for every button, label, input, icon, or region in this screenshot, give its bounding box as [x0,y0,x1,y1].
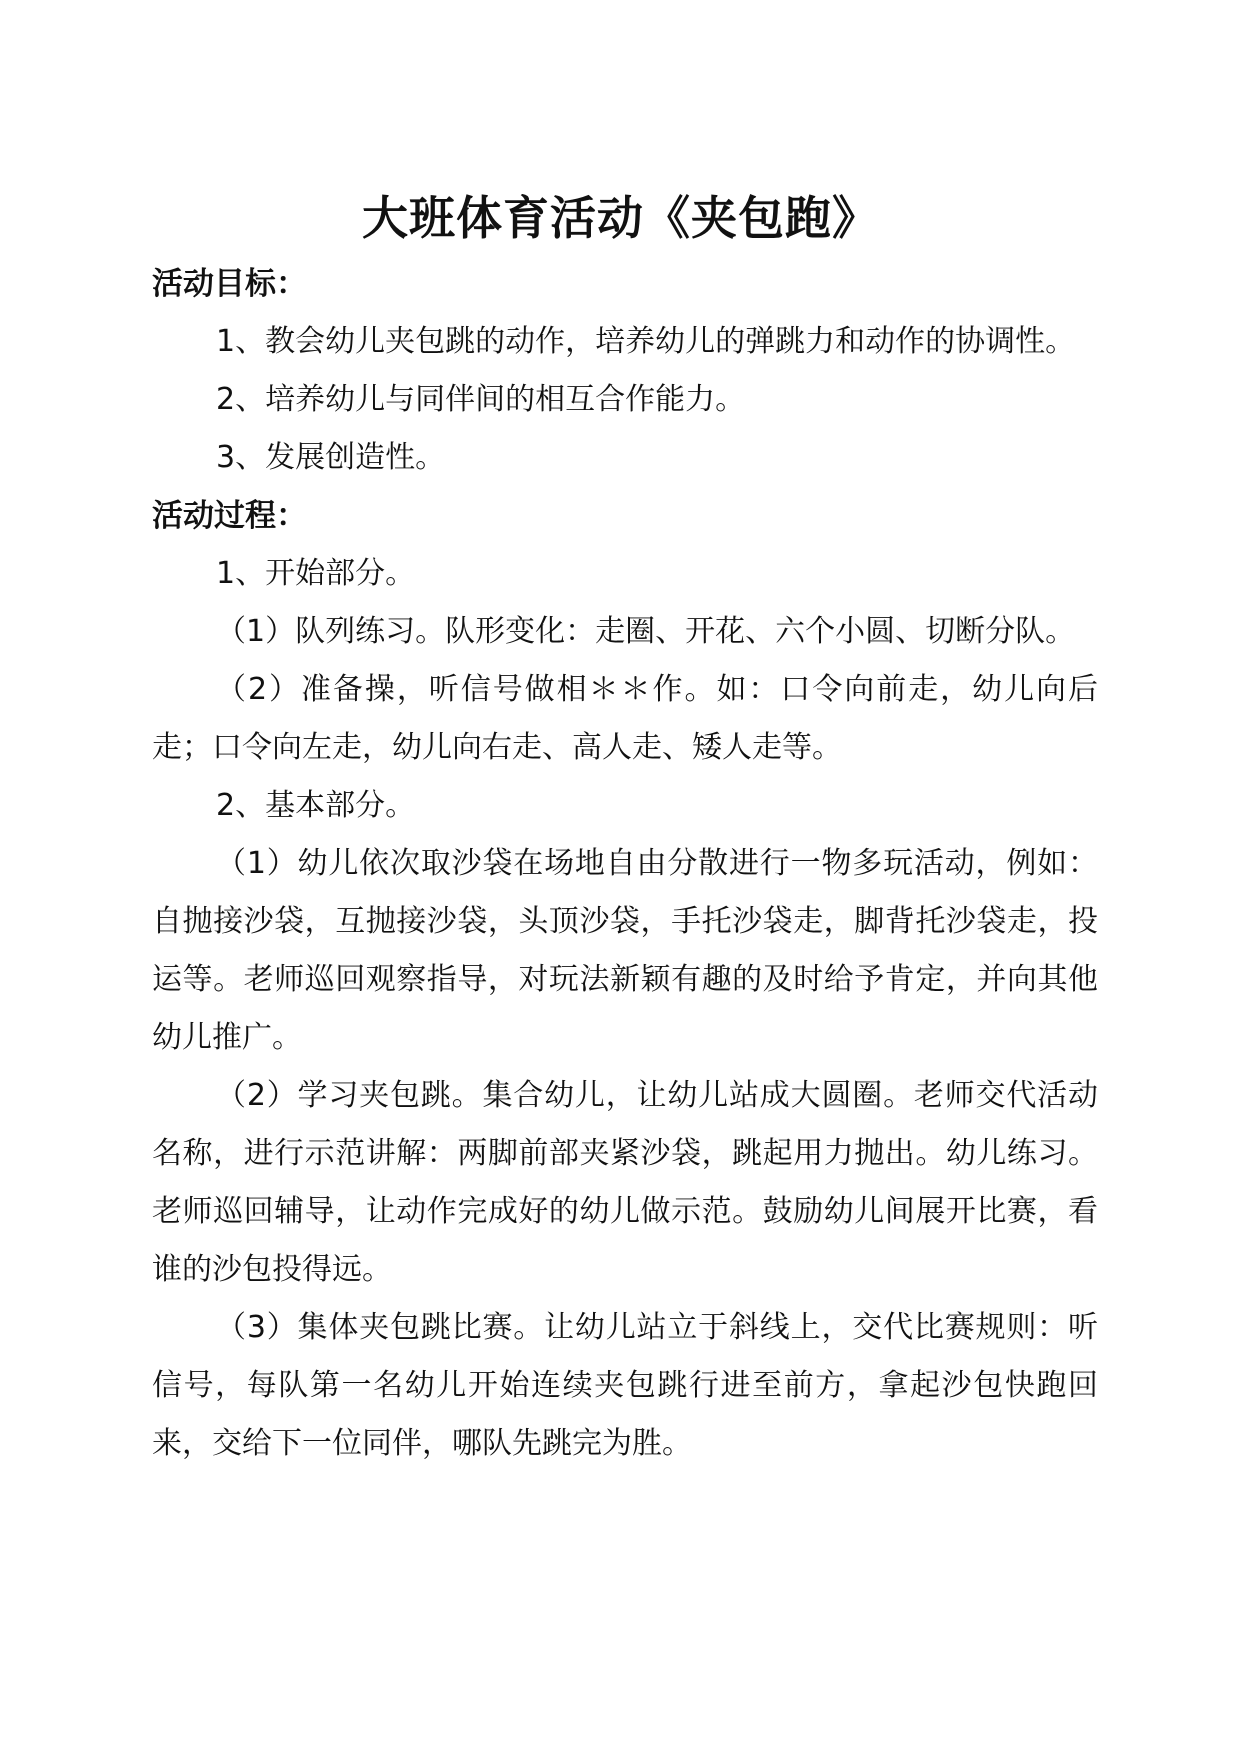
process-item-4: 2、基本部分。 [216,788,416,823]
goal-item-1: 1、教会幼儿夹包跳的动作，培养幼儿的弹跳力和动作的协调性。 [216,324,1076,359]
document-body [152,255,1098,1473]
goal-item-2: 2、培养幼儿与同伴间的相互合作能力。 [216,382,746,417]
process-heading: 活动过程： [152,498,307,534]
process-item-3: （2）准备操，听信号做相＊＊作。如：口令向前走，幼儿向后走；口令向左走，幼儿向右走、高人走、矮人走等。 [152,672,1098,765]
goals-heading: 活动目标： [152,266,307,302]
process-item-7: （3）集体夹包跳比赛。让幼儿站立于斜线上，交代比赛规则：听信号，每队第一名幼儿开始连续夹包跳行进至前方，拿起沙包快跑回来，交给下一位同伴，哪队先跳完为胜。 [152,1310,1098,1461]
process-item-6: （2）学习夹包跳。集合幼儿，让幼儿站成大圆圈。老师交代活动名称，进行示范讲解：两脚前部夹紧沙袋，跳起用力抛出。幼儿练习。老师巡回辅导，让动作完成好的幼儿做示范。鼓励幼儿间展开比赛，看谁的沙包投得远。 [152,1078,1098,1287]
process-item-2: （1）队列练习。队形变化：走圈、开花、六个小圆、切断分队。 [216,614,1076,649]
goal-item-3: 3、发展创造性。 [216,440,446,475]
process-item-5: （1）幼儿依次取沙袋在场地自由分散进行一物多玩活动，例如：自抛接沙袋，互抛接沙袋，头顶沙袋，手托沙袋走，脚背托沙袋走，投运等。老师巡回观察指导，对玩法新颖有趣的及时给予肯定，并向其他幼儿推广。 [152,846,1098,1055]
process-item-1: 1、开始部分。 [216,556,416,591]
document-title: 大班体育活动《夹包跑》 [362,191,879,245]
